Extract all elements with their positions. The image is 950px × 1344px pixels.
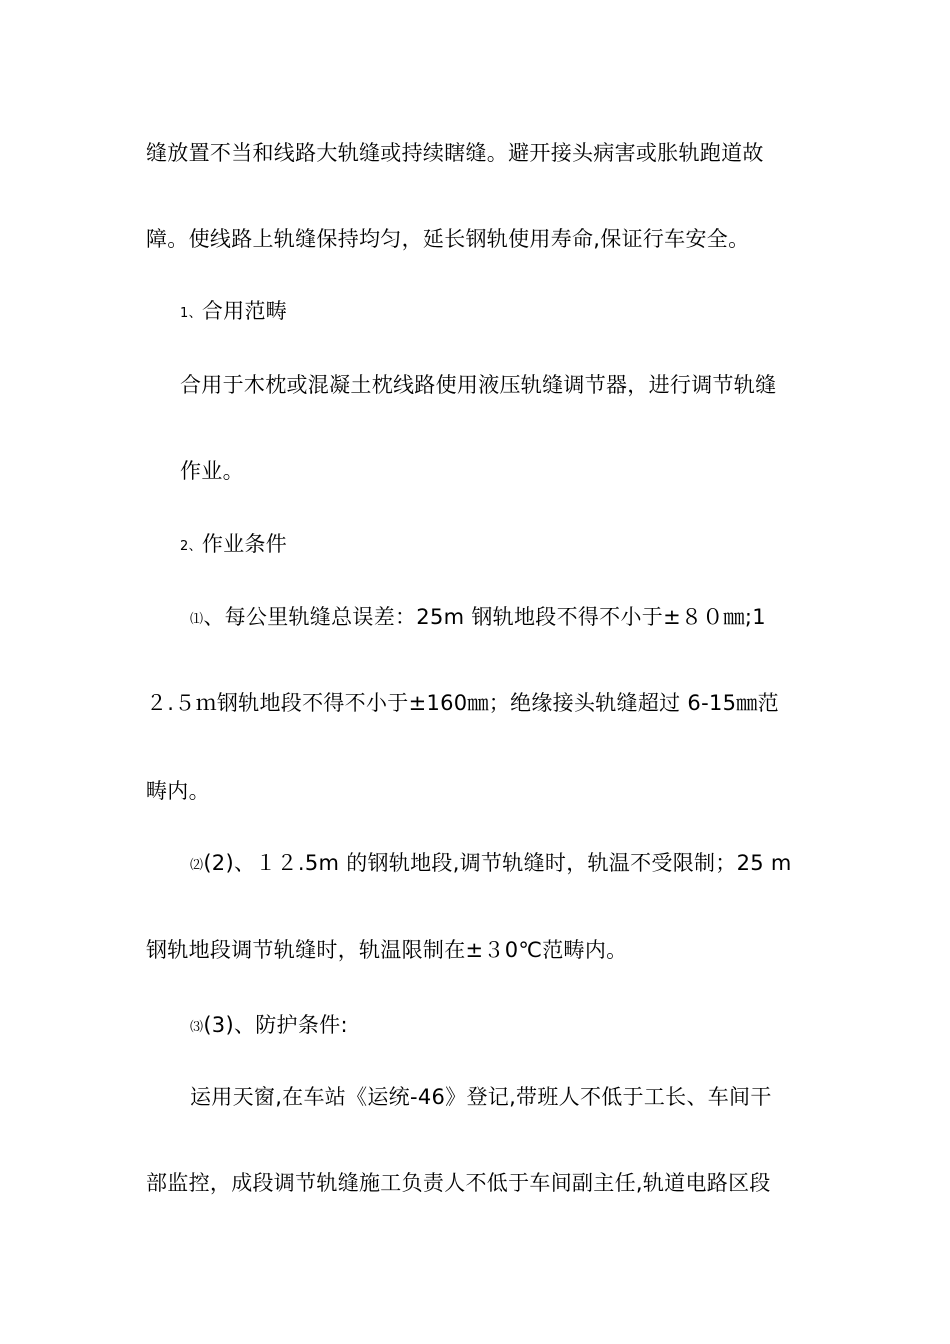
paragraph-line-3: 合用于木枕或混凝土枕线路使用液压轨缝调节器，进行调节轨缝 [180, 373, 777, 397]
paragraph-line-9: 部监控，成段调节轨缝施工负责人不低于车间副主任,轨道电路区段 [146, 1171, 771, 1195]
item-number-2: ⑵ [190, 858, 204, 873]
paragraph-line-2: 障。使线路上轨缝保持均匀，延长钢轨使用寿命,保证行车安全。 [146, 227, 750, 251]
paragraph-line-4: 作业。 [180, 459, 244, 483]
paragraph-line-7: 钢轨地段调节轨缝时，轨温限制在±３0℃范畴内。 [146, 938, 628, 962]
section-heading-2 [180, 529, 850, 562]
paragraph-line-6: 畴内。 [146, 779, 210, 803]
item-number-3: ⑶ [190, 1020, 204, 1035]
item-line-1-text: 、每公里轨缝总误差：25m 钢轨地段不得不小于±８０㎜;1 [203, 605, 766, 629]
section-heading-1 [180, 296, 850, 329]
item-line-2-text: (2)、１２.5m 的钢轨地段,调节轨缝时，轨温不受限制；25 m [203, 851, 792, 875]
section-number-1: 1、 [180, 306, 202, 321]
paragraph-line-8: 运用天窗,在车站《运统-46》登记,带班人不低于工长、车间干 [190, 1085, 772, 1109]
section-heading-1-text: 合用范畴 [201, 299, 288, 323]
item-line-3-text: (3)、防护条件: [203, 1013, 348, 1037]
paragraph-line-5: ２.５ｍ钢轨地段不得不小于±160㎜；绝缘接头轨缝超过 6-15㎜范 [146, 691, 779, 715]
item-line-1 [190, 602, 860, 635]
paragraph-line-1: 缝放置不当和线路大轨缝或持续瞎缝。避开接头病害或胀轨跑道故 [146, 141, 764, 165]
section-heading-2-text: 作业条件 [201, 532, 288, 556]
item-line-2 [190, 848, 860, 881]
section-number-2: 2、 [180, 539, 202, 554]
item-line-3 [190, 1010, 860, 1043]
item-number-1: ⑴ [190, 612, 204, 627]
